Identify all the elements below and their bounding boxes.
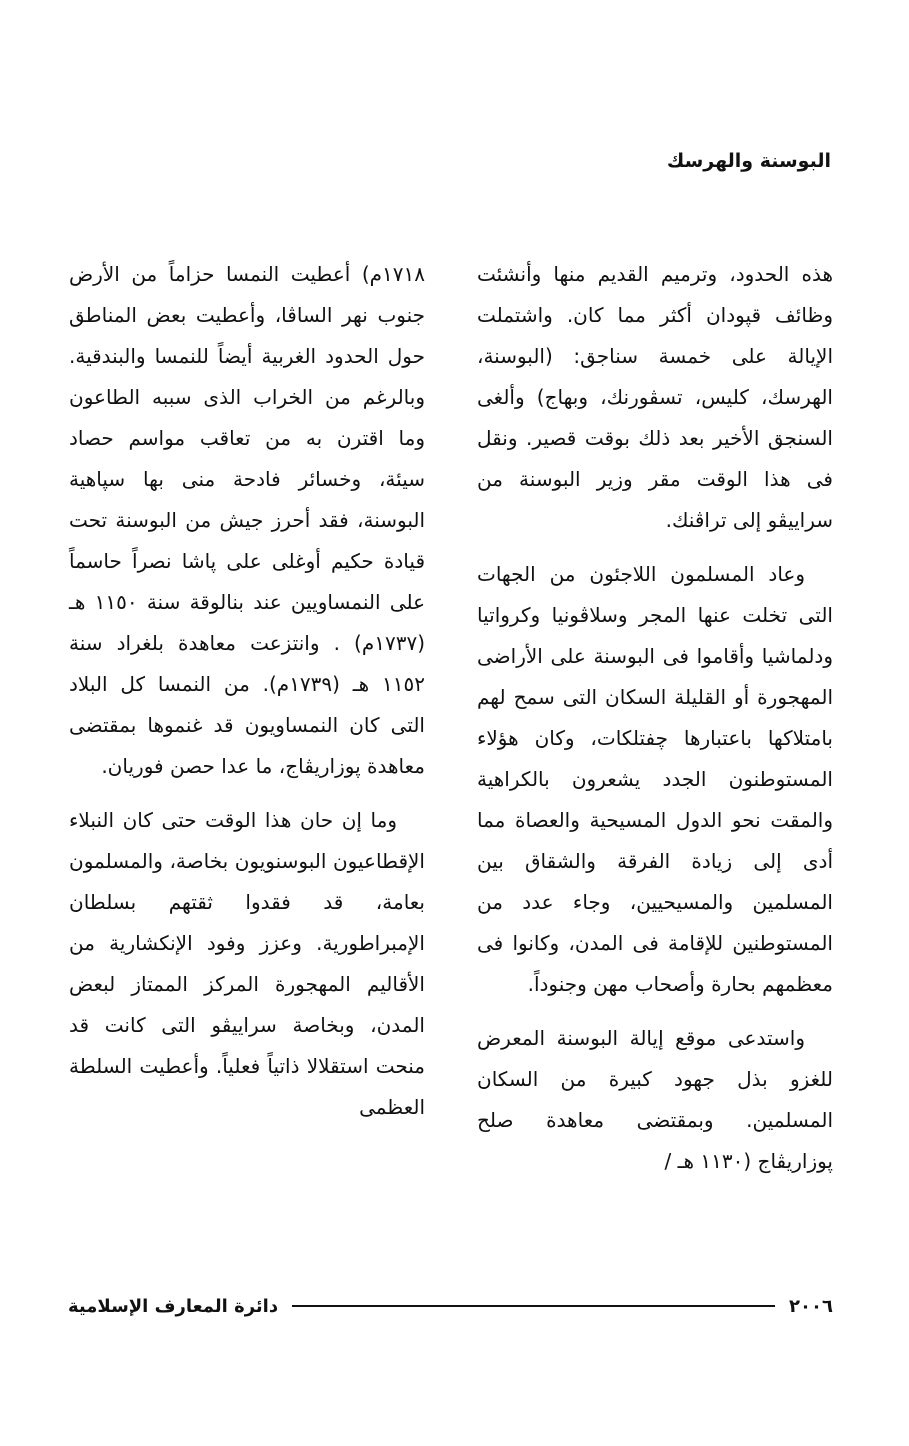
paragraph: واستدعى موقع إيالة البوسنة المعرض للغزو بذل جهود كبيرة من السكان المسلمين. وبمقتضى معاهدة صلح پوزاريڤاج (١١٣٠ هـ / [477, 1026, 833, 1173]
footer-rule [292, 1305, 775, 1307]
running-head: البوسنة والهرسك [666, 150, 831, 172]
right-column [477, 254, 833, 1195]
paragraph: ١٧١٨م) أعطيت النمسا حزاماً من الأرض جنوب نهر الساڤا، وأعطيت بعض المناطق حول الحدود الغربية أيضاً للنمسا والبندقية. وبالرغم من الخراب الذى سببه الطاعون وما اقترن به من تعاقب مواسم حصاد سيئة، وخسائر فادحة منى بها سپاهية البوسنة، فقد أحرز جيش من البوسنة تحت قيادة حكيم أوغلى على پاشا نصراً حاسماً على النمساويين عند بنالوقة سنة ١١٥٠ هـ (١٧٣٧م) . وانتزعت معاهدة بلغراد سنة ١١٥٢ هـ (١٧٣٩م). من النمسا كل البلاد التى كان النمساويون قد غنموها بمقتضى معاهدة پوزاريڤاج، ما عدا حصن فوريان. [69, 262, 425, 778]
paragraph: هذه الحدود، وترميم القديم منها وأنشئت وظائف قپودان أكثر مما كان. واشتملت الإيالة على خمسة سناجق: (البوسنة، الهرسك، كليس، تسڤورنك، وبهاج) وألغى السنجق الأخير بعد ذلك بوقت قصير. ونقل فى هذا الوقت مقر وزير البوسنة من سراييڤو إلى تراڤنك. [477, 262, 833, 532]
paragraph: وعاد المسلمون اللاجئون من الجهات التى تخلت عنها المجر وسلاڤونيا وكرواتيا ودلماشيا وأقاموا فى البوسنة على الأراضى المهجورة أو القليلة السكان التى سمح لهم بامتلاكها باعتبارها چفتلكات، وكان هؤلاء المستوطنون الجدد يشعرون بالكراهية والمقت نحو الدول المسيحية والعصاة مما أدى إلى زيادة الفرقة والشقاق بين المسلمين والمسيحيين، وجاء عدد من المستوطنين للإقامة فى المدن، وكانوا فى معظمهم بحارة وأصحاب مهن وجنوداً. [477, 562, 833, 996]
left-column [69, 254, 425, 1141]
page-footer [68, 1288, 833, 1324]
page-number: ٢٠٠٦ [789, 1295, 833, 1317]
paragraph: وما إن حان هذا الوقت حتى كان النبلاء الإقطاعيون البوسنويون بخاصة، والمسلمون بعامة، قد فقدوا ثقتهم بسلطان الإمبراطورية. وعزز وفود الإنكشارية من الأقاليم المهجورة المركز الممتاز لبعض المدن، وبخاصة سراييڤو التى كانت قد منحت استقلالا ذاتياً فعلياً. وأعطيت السلطة العظمى [69, 808, 425, 1119]
publication-title: دائرة المعارف الإسلامية [68, 1295, 279, 1317]
